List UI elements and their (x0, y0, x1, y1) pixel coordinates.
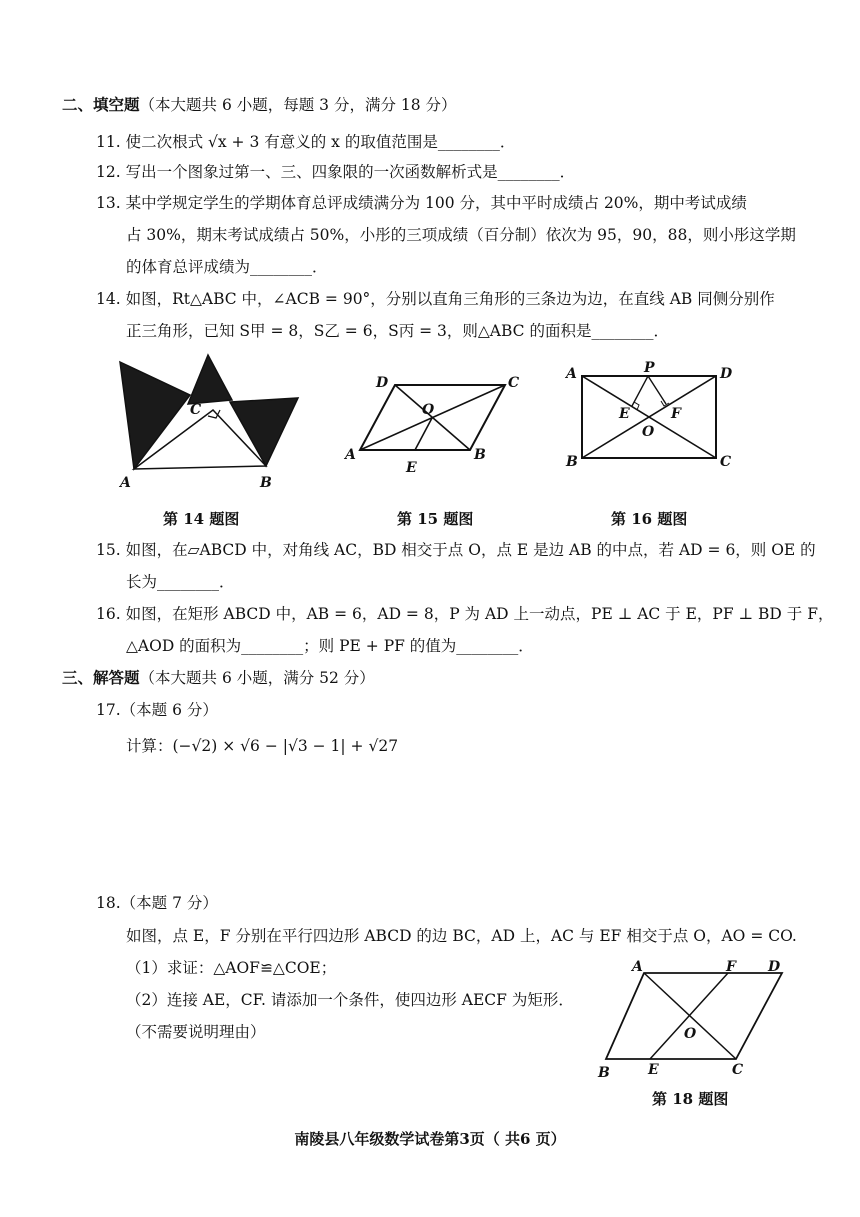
fig14-caption: 第 14 题图 (163, 510, 240, 528)
fig15-caption: 第 15 题图 (397, 510, 474, 528)
figure-14 (110, 350, 310, 500)
fig14-label-c: C (190, 402, 202, 418)
segment-oe (415, 418, 432, 450)
section2-note: （本大题共 6 小题，每题 3 分，满分 18 分） (139, 96, 457, 114)
section2-heading: 二、填空题 (62, 95, 140, 114)
q14-line2: 正三角形，已知 S甲 = 8，S乙 = 6，S丙 = 3，则△ABC 的面积是________． (126, 322, 669, 340)
section3-note: （本大题共 6 小题，满分 52 分） (139, 669, 375, 687)
fig16-label-o: O (642, 424, 655, 440)
fig16-label-c: C (720, 454, 732, 470)
q18-title: 18.（本题 7 分） (96, 894, 218, 912)
q15-line2: 长为________． (126, 573, 235, 591)
fig16-caption: 第 16 题图 (611, 510, 688, 528)
q17-title: 17.（本题 6 分） (96, 701, 218, 719)
fig15-label-o: O (422, 402, 435, 418)
parallelogram-abcd (606, 973, 782, 1059)
q17-expression: 计算：(−√2) × √6 − |√3 − 1| + √27 (126, 737, 399, 755)
q11: 11. 使二次根式 √x + 3 有意义的 x 的取值范围是________． (96, 133, 516, 151)
fig15-label-e: E (406, 460, 417, 476)
q14-line1: 14. 如图，Rt△ABC 中，∠ACB = 90°，分别以直角三角形的三条边为边，在直线 AB 同侧分别作 (96, 290, 775, 308)
section2-heading-row (62, 95, 457, 115)
q18-line1: 如图，点 E，F 分别在平行四边形 ABCD 的边 BC，AD 上，AC 与 EF 相交于点 O，AO = CO. (126, 927, 797, 945)
fig16-label-a: A (566, 366, 577, 382)
q13-line3: 的体育总评成绩为________． (126, 258, 328, 276)
fig15-label-b: B (474, 447, 486, 463)
fig16-label-d: D (720, 366, 733, 382)
q18-line2: （1）求证：△AOF≌△COE； (126, 959, 337, 977)
fig14-label-b: B (260, 475, 272, 491)
fig15-label-c: C (508, 375, 520, 391)
fig18-label-o: O (684, 1026, 697, 1042)
fig16-label-e: E (619, 406, 630, 422)
q16-line2: △AOD 的面积为________；则 PE + PF 的值为________． (126, 637, 534, 655)
fig16-label-p: P (644, 360, 655, 376)
fig16-label-f: F (671, 406, 681, 422)
figure-15 (340, 370, 530, 480)
segment-pe (632, 376, 648, 406)
section3-heading-row (62, 668, 375, 688)
q13-line2: 占 30%，期末考试成绩占 50%，小彤的三项成绩（百分制）依次为 95，90，88，则小彤这学期 (126, 226, 796, 244)
fig18-label-a: A (632, 959, 643, 975)
fig18-label-f: F (726, 959, 736, 975)
fig14-label-a: A (120, 475, 131, 491)
fig15-label-a: A (345, 447, 356, 463)
fig16-label-b: B (566, 454, 578, 470)
fig18-label-c: C (732, 1062, 744, 1078)
fig18-label-d: D (768, 959, 781, 975)
fig18-caption: 第 18 题图 (652, 1090, 729, 1108)
section3-heading: 三、解答题 (62, 668, 140, 687)
figure-18 (592, 955, 792, 1085)
fig18-label-b: B (598, 1065, 610, 1081)
segment-pf (648, 376, 666, 404)
fig18-label-e: E (648, 1062, 659, 1078)
q12: 12. 写出一个图象过第一、三、四象限的一次函数解析式是________． (96, 163, 576, 181)
q18-line4: （不需要说明理由） (126, 1023, 266, 1041)
q15-line1: 15. 如图，在▱ABCD 中，对角线 AC，BD 相交于点 O，点 E 是边 AB 的中点，若 AD = 6，则 OE 的 (96, 541, 816, 559)
page-footer: 南陵县八年级数学试卷第3页（ 共6 页） (294, 1130, 566, 1148)
fig15-label-d: D (376, 375, 389, 391)
triangle-bing (188, 355, 232, 404)
q13-line1: 13. 某中学规定学生的学期体育总评成绩满分为 100 分，其中平时成绩占 20%，期中考试成绩 (96, 194, 747, 212)
segment-ef (650, 973, 728, 1059)
q18-line3: （2）连接 AE，CF. 请添加一个条件，使四边形 AECF 为矩形． (126, 991, 574, 1009)
q16-line1: 16. 如图，在矩形 ABCD 中，AB = 6，AD = 8，P 为 AD 上一动点，PE ⊥ AC 于 E，PF ⊥ BD 于 F， (96, 605, 834, 623)
figure-16 (560, 360, 740, 475)
